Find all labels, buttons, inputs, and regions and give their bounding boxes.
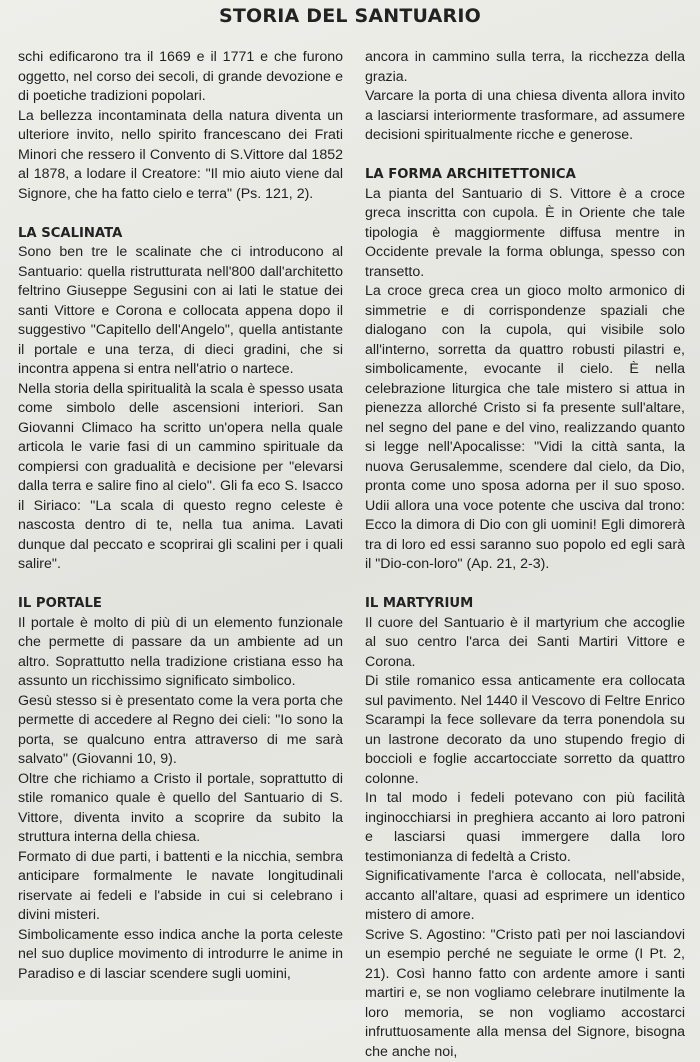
left-column [18, 48, 343, 984]
right-column [365, 48, 685, 1062]
paragraph: Nella storia della spiritualità la scala è spesso usata come simbolo delle ascensioni interiori. San Giovanni Climaco ha scritto un'opera nella quale articola le varie fasi di un cammino spirituale da compiersi con gradualità e decisione per "elevarsi dalla terra e salire fino al cielo". Gli fa eco S. Isacco il Siriaco: "La scala di questo regno celeste è nascosta dentro di te, nella tua anima. Lavati dunque dal peccato e scoprirai gli scalini per i quali salire". [18, 380, 343, 575]
paragraph: ancora in cammino sulla terra, la ricchezza della grazia. [365, 48, 685, 87]
section-heading-forma-architettonica: LA FORMA ARCHITETTONICA [365, 165, 685, 185]
paragraph: Il portale è molto di più di un elemento funzionale che permette di passare da un ambiente ad un altro. Soprattutto nella tradizione cristiana esso ha assunto un ricchissimo significato simbolico. [18, 614, 343, 692]
paragraph: Il cuore del Santuario è il martyrium che accoglie al suo centro l'arca dei Santi Martiri Vittore e Corona. [365, 614, 685, 673]
section-heading-scalinata: LA SCALINATA [18, 224, 343, 244]
paragraph: In tal modo i fedeli potevano con più facilità inginocchiarsi in preghiera accanto ai loro patroni e lasciarsi quasi immergere dalla loro testimonianza di fedeltà a Cristo. [365, 789, 685, 867]
paragraph: Di stile romanico essa anticamente era collocata sul pavimento. Nel 1440 il Vescovo di Feltre Enrico Scarampi la fece sollevare da terra ponendola su un lastrone decorato da uno stupendo fregio di boccioli e foglie accartocciate sorretto da quattro colonne. [365, 672, 685, 789]
paragraph: Gesù stesso si è presentato come la vera porta che permette di accedere al Regno dei cieli: "Io sono la porta, se qualcuno entra attraverso di me sarà salvato" (Giovanni 10, 9). [18, 692, 343, 770]
paragraph: Simbolicamente esso indica anche la porta celeste nel suo duplice movimento di introdurre le anime in Paradiso e di lasciar scendere sugli uomini, [18, 926, 343, 985]
paragraph: La croce greca crea un gioco molto armonico di simmetrie e di corrispondenze spaziali che dialogano con la cupola, qui visibile solo all'interno, sorretta da quattro robusti pilastri e, simbolicamente, evocante il cielo. È nella celebrazione liturgica che tale mistero si attua in pienezza allorché Cristo si fa presente sull'altare, nel segno del pane e del vino, realizzando quanto si legge nell'Apocalisse: "Vidi la città santa, la nuova Gerusalemme, scendere dal cielo, da Dio, pronta come uno sposa adorna per il suo sposo. Udii allora una voce potente che usciva dal trono: Ecco la dimora di Dio con gli uomini! Egli dimorerà tra di loro ed essi saranno suo popolo ed egli sarà il "Dio-con-loro" (Ap. 21, 2-3). [365, 282, 685, 575]
paragraph: La pianta del Santuario di S. Vittore è a croce greca inscritta con cupola. È in Oriente che tale tipologia è maggiormente diffusa mentre in Occidente prevale la forma oblunga, spesso con transetto. [365, 185, 685, 283]
paragraph: Scrive S. Agostino: "Cristo patì per noi lasciandovi un esempio perché ne seguiate le orme (I Pt. 2, 21). Così hanno fatto con ardente amore i santi martiri e, se non vogliamo celebrare inutilmente la loro memoria, se non vogliamo accostarci infruttuosamente alla mensa del Signore, bisogna che anche noi, [365, 926, 685, 1062]
page-title: STORIA DEL SANTUARIO [0, 5, 700, 27]
section-heading-martyrium: IL MARTYRIUM [365, 594, 685, 614]
section-heading-portale: IL PORTALE [18, 594, 343, 614]
paragraph: Varcare la porta di una chiesa diventa allora invito a lasciarsi interiormente trasformare, ad assumere decisioni spiritualmente ricche e generose. [365, 87, 685, 146]
paragraph: La bellezza incontaminata della natura diventa un ulteriore invito, nello spirito francescano dei Frati Minori che ressero il Convento di S.Vittore dal 1852 al 1878, a lodare il Creatore: "Il mio aiuto viene dal Signore, che ha fatto cielo e terra" (Ps. 121, 2). [18, 107, 343, 205]
paragraph: Formato di due parti, i battenti e la nicchia, sembra anticipare formalmente le navate longitudinali riservate ai fedeli e l'abside in cui si celebrano i divini misteri. [18, 848, 343, 926]
paragraph: schi edificarono tra il 1669 e il 1771 e che furono oggetto, nel corso dei secoli, di grande devozione e di poetiche tradizioni popolari. [18, 48, 343, 107]
paragraph: Sono ben tre le scalinate che ci introducono al Santuario: quella ristrutturata nell'800 dall'architetto feltrino Giuseppe Segusini con ai lati le statue dei santi Vittore e Corona e collocata appena dopo il suggestivo "Capitello dell'Angelo", quella antistante il portale e una terza, di dieci gradini, che si incontra appena si entra nell'atrio o nartece. [18, 243, 343, 380]
paragraph: Oltre che richiamo a Cristo il portale, soprattutto di stile romanico quale è quello del Santuario di S. Vittore, diventa invito a scoprire da subito la struttura interna della chiesa. [18, 770, 343, 848]
paragraph: Significativamente l'arca è collocata, nell'abside, accanto all'altare, quasi ad esprimere un identico mistero di amore. [365, 867, 685, 926]
